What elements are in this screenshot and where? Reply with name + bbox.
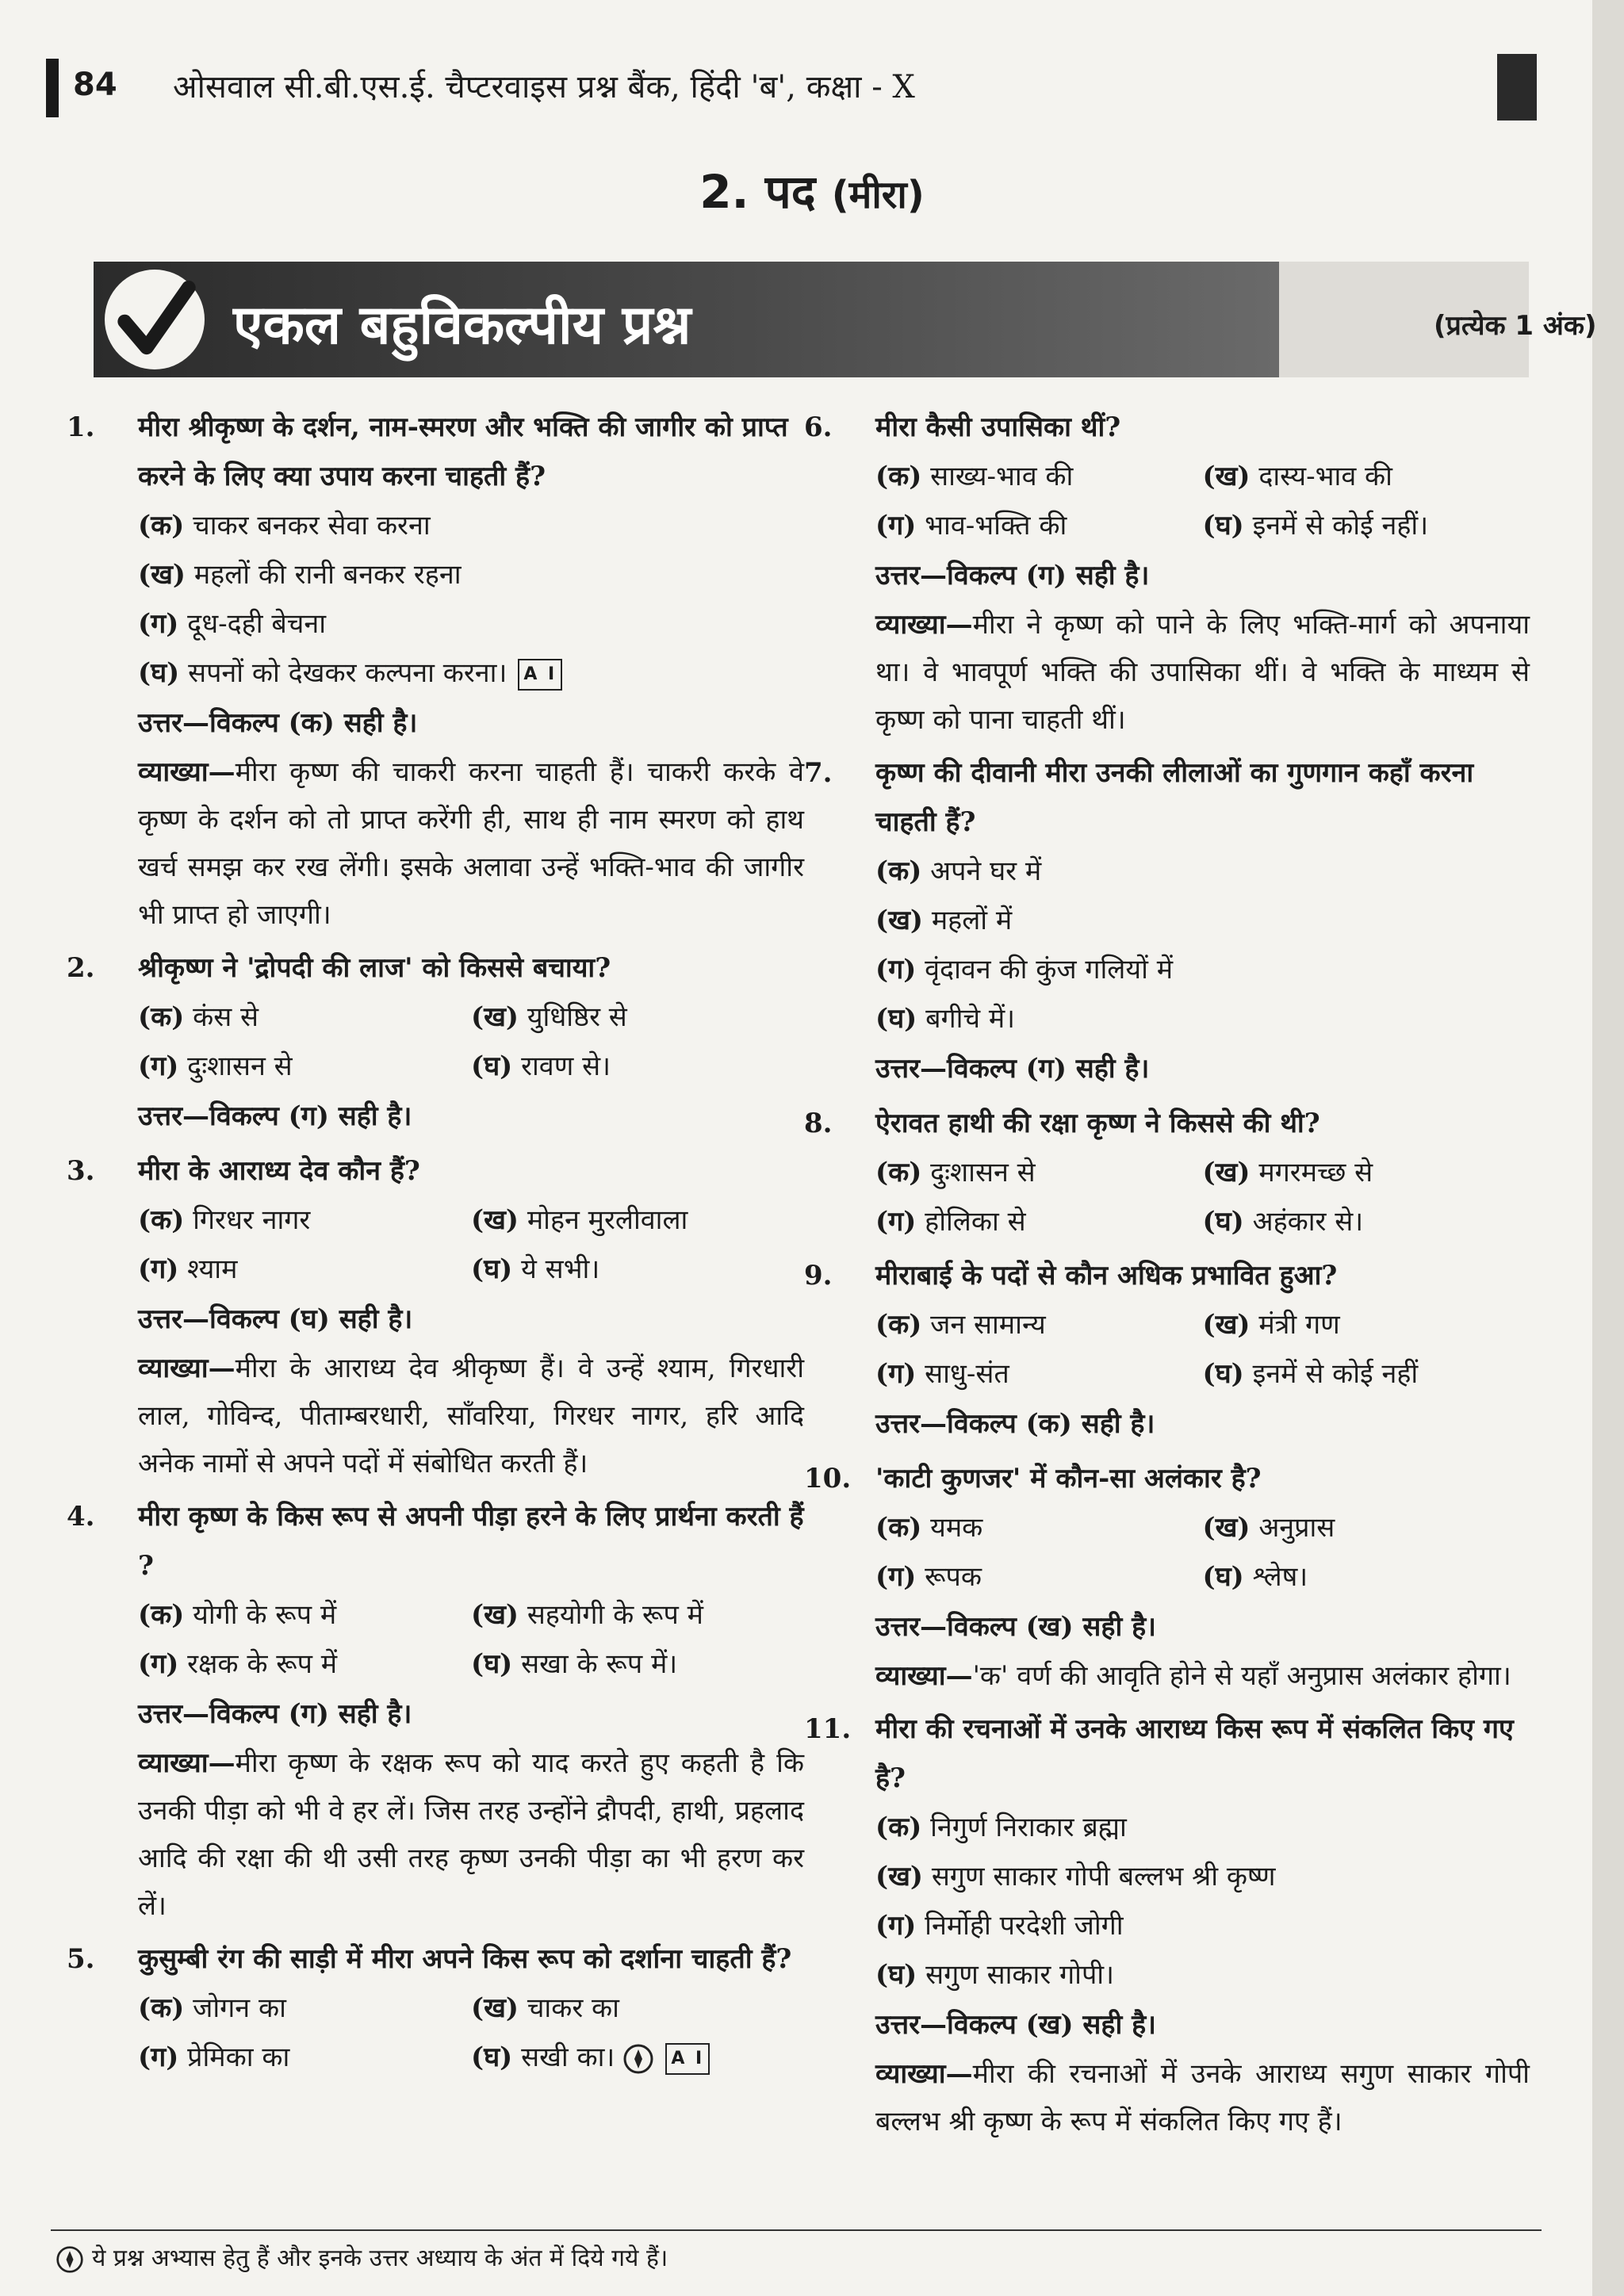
explanation	[138, 1345, 804, 1487]
option-item	[875, 1852, 1530, 1901]
option-item	[471, 1590, 804, 1640]
option-label: (ख)	[1202, 1512, 1251, 1544]
explanation-label: व्याख्या—	[875, 2058, 973, 2090]
chapter-name: 2. पद	[699, 165, 816, 219]
option-label: (ख)	[1202, 1309, 1251, 1341]
option-item	[138, 2033, 471, 2082]
option-label: (क)	[875, 1309, 922, 1341]
option-label: (क)	[875, 1812, 922, 1843]
option-label: (घ)	[1202, 1561, 1244, 1593]
option-label: (घ)	[471, 1050, 513, 1082]
option-text: चाकर का	[527, 1992, 619, 2024]
option-text: दुःशासन से	[930, 1157, 1036, 1188]
answer-text: उत्तर—विकल्प (ग) सही है।	[875, 560, 1150, 591]
option-item	[138, 501, 804, 550]
option-text: अनुप्रास	[1258, 1512, 1335, 1544]
options-list	[875, 1148, 1530, 1246]
book-title: ओसवाल सी.बी.एस.ई. चैप्टरवाइस प्रश्न बैंक, हिंदी 'ब', कक्षा - X	[173, 69, 915, 105]
option-text: इनमें से कोई नहीं।	[1252, 510, 1429, 541]
option-text: श्याम	[187, 1253, 238, 1285]
options-list	[875, 1300, 1530, 1399]
option-item	[138, 550, 804, 599]
answer-text: उत्तर—विकल्प (ग) सही है।	[138, 1100, 412, 1132]
option-text: मोहन मुरलीवाला	[527, 1204, 688, 1236]
answer-text: उत्तर—विकल्प (ग) सही है।	[138, 1698, 412, 1730]
option-item	[875, 847, 1530, 896]
section-marks: (प्रत्येक 1 अंक)	[1434, 310, 1597, 342]
question-text: मीरा कृष्ण के किस रूप से अपनी पीड़ा हरने के लिए प्रार्थना करती हैं ?	[138, 1501, 804, 1582]
question-item	[67, 1146, 804, 1487]
option-label: (क)	[138, 1001, 185, 1033]
question-text: 'काटी कुणजर' में कौन-सा अलंकार है?	[875, 1463, 1262, 1494]
option-label: (घ)	[875, 1003, 917, 1035]
option-label: (ग)	[138, 1253, 179, 1285]
option-item	[471, 1245, 804, 1294]
header-bar	[46, 59, 59, 117]
explanation-text: मीरा कृष्ण के रक्षक रूप को याद करते हुए कहती है कि उनकी पीड़ा को भी वे हर लें। जिस तरह उन्होंने द्रौपदी, हाथी, प्रहलाद आदि की रक्षा की थी उसी तरह कृष्ण उनकी पीड़ा का भी हरण कर लें।	[138, 1747, 805, 1922]
chapter-title	[0, 159, 1624, 221]
option-item	[875, 452, 1203, 501]
option-item	[471, 993, 804, 1042]
option-label: (क)	[138, 1204, 185, 1236]
option-item	[471, 1984, 804, 2033]
option-text: इनमें से कोई नहीं	[1252, 1358, 1419, 1390]
option-item	[138, 993, 471, 1042]
option-item	[1203, 1300, 1530, 1349]
option-label: (ग)	[138, 1648, 179, 1680]
option-text: बगीचे में।	[925, 1003, 1016, 1035]
option-label: (क)	[875, 1512, 922, 1544]
option-text: श्लेष।	[1252, 1561, 1308, 1593]
option-text: सखी का।	[521, 2042, 615, 2073]
question-text: कुसुम्बी रंग की साड़ी में मीरा अपने किस रूप को दर्शाना चाहती हैं?	[138, 1943, 792, 1975]
question-text: मीरा की रचनाओं में उनके आराध्य किस रूप में संकलित किए गए है?	[875, 1713, 1514, 1794]
options-list	[875, 1503, 1530, 1601]
option-item	[1203, 501, 1530, 550]
option-text: प्रेमिका का	[187, 2042, 290, 2073]
option-item	[875, 896, 1530, 945]
question-number: 11.	[804, 1713, 852, 1745]
option-item	[471, 1196, 804, 1245]
option-item	[875, 994, 1530, 1043]
option-label: (घ)	[1202, 1358, 1244, 1390]
explanation-text: मीरा की रचनाओं में उनके आराध्य सगुण साकार गोपी बल्लभ श्री कृष्ण के रूप में संकलित किए गए हैं।	[875, 2058, 1530, 2137]
option-item	[1203, 1552, 1530, 1601]
checkmark-icon	[105, 270, 205, 369]
option-text: कंस से	[193, 1001, 259, 1033]
explanation-text: मीरा कृष्ण की चाकरी करना चाहती हैं। चाकरी करके वे कृष्ण के दर्शन को तो प्राप्त करेंगी ही, साथ ही नाम स्मरण को हाथ खर्च समझ कर रख लेंगी। इसके अलावा उन्हें भक्ति-भाव की जागीर भी प्राप्त हो जाएगी।	[138, 756, 804, 931]
ai-badge: A I	[518, 659, 562, 691]
question-number: 4.	[67, 1501, 95, 1533]
options-list	[875, 452, 1530, 550]
option-label: (ख)	[1202, 461, 1251, 492]
option-item	[875, 1503, 1203, 1552]
question-item	[67, 403, 804, 939]
option-label: (ग)	[138, 608, 179, 640]
option-label: (ख)	[875, 905, 923, 936]
explanation	[138, 748, 804, 939]
answer-text: उत्तर—विकल्प (क) सही है।	[875, 1408, 1155, 1440]
option-label: (घ)	[471, 2042, 513, 2073]
left-column	[67, 403, 804, 2087]
option-item	[875, 1950, 1530, 1999]
option-item	[1203, 452, 1530, 501]
option-item	[138, 1590, 471, 1640]
options-list	[138, 501, 804, 698]
question-item	[804, 748, 1530, 1094]
option-text: दुःशासन से	[187, 1050, 293, 1082]
option-label: (घ)	[875, 1959, 917, 1991]
option-label: (क)	[875, 855, 922, 887]
option-label: (ख)	[471, 1001, 519, 1033]
option-text: गिरधर नागर	[193, 1204, 311, 1236]
option-label: (ग)	[138, 2042, 179, 2073]
option-item	[875, 1803, 1530, 1852]
question-item	[804, 1454, 1530, 1700]
option-text: निगुर्ण निराकार ब्रह्मा	[930, 1812, 1127, 1843]
answer-text: उत्तर—विकल्प (क) सही है।	[138, 707, 418, 739]
right-column	[804, 403, 1530, 2150]
explanation-text: मीरा ने कृष्ण को पाने के लिए भक्ति-मार्ग को अपनाया था। वे भावपूर्ण भक्ति की उपासिका थीं। वे भक्ति के माध्यम से कृष्ण को पाना चाहती थीं।	[875, 609, 1530, 736]
question-item	[804, 1251, 1530, 1449]
question-item	[67, 1934, 804, 2082]
question-text: मीरा के आराध्य देव कौन हैं?	[138, 1155, 420, 1187]
option-item	[138, 1042, 471, 1091]
options-list	[138, 993, 804, 1091]
option-item	[875, 1349, 1203, 1399]
answer-text: उत्तर—विकल्प (ख) सही है।	[875, 2009, 1157, 2041]
option-item	[471, 2033, 804, 2082]
option-label: (ग)	[875, 1358, 917, 1390]
header-tab-block	[1497, 54, 1537, 121]
option-text: महलों की रानी बनकर रहना	[193, 559, 462, 591]
question-text: मीरा कैसी उपासिका थीं?	[875, 411, 1121, 443]
explanation-label: व्याख्या—	[875, 1660, 973, 1692]
option-text: दूध-दही बेचना	[187, 608, 326, 640]
footnote	[56, 2241, 668, 2274]
question-number: 8.	[804, 1108, 833, 1139]
option-label: (क)	[138, 510, 185, 541]
option-label: (ख)	[138, 559, 186, 591]
option-text: जन सामान्य	[930, 1309, 1046, 1341]
explanation	[875, 2050, 1530, 2145]
option-item	[1203, 1197, 1530, 1246]
answer-text: उत्तर—विकल्प (ख) सही है।	[875, 1611, 1157, 1643]
question-item	[804, 403, 1530, 744]
option-text: रूपक	[925, 1561, 982, 1593]
option-text: यमक	[930, 1512, 983, 1544]
option-label: (घ)	[138, 657, 180, 689]
question-number: 3.	[67, 1155, 95, 1187]
explanation	[138, 1739, 804, 1930]
question-text: मीराबाई के पदों से कौन अधिक प्रभावित हुआ?	[875, 1260, 1338, 1292]
option-label: (ख)	[471, 1204, 519, 1236]
option-item	[875, 1901, 1530, 1950]
options-list	[138, 1196, 804, 1294]
chapter-subtitle: (मीरा)	[831, 173, 925, 217]
option-label: (घ)	[471, 1648, 513, 1680]
option-label: (ग)	[875, 954, 917, 985]
option-text: सगुण साकार गोपी बल्लभ श्री कृष्ण	[931, 1861, 1276, 1892]
option-label: (घ)	[1202, 510, 1244, 541]
option-label: (ग)	[875, 1910, 917, 1942]
option-text: निर्मोही परदेशी जोगी	[925, 1910, 1124, 1942]
option-text: सहयोगी के रूप में	[527, 1599, 703, 1631]
option-label: (घ)	[1202, 1206, 1244, 1238]
option-item	[138, 1196, 471, 1245]
option-text: होलिका से	[925, 1206, 1026, 1238]
option-item	[875, 501, 1203, 550]
option-item	[875, 1552, 1203, 1601]
option-label: (क)	[875, 461, 922, 492]
option-label: (क)	[875, 1157, 922, 1188]
option-item	[138, 1640, 471, 1689]
option-item	[138, 1984, 471, 2033]
option-text: वृंदावन की कुंज गलियों में	[925, 954, 1174, 985]
options-list	[138, 1590, 804, 1689]
options-list	[138, 1984, 804, 2082]
option-label: (ख)	[1202, 1157, 1251, 1188]
option-label: (ख)	[875, 1861, 923, 1892]
footnote-text: ये प्रश्न अभ्यास हेतु हैं और इनके उत्तर अध्याय के अंत में दिये गये हैं।	[92, 2244, 668, 2272]
running-header	[46, 52, 1537, 125]
explanation	[875, 601, 1530, 744]
question-number: 7.	[804, 757, 833, 789]
question-number: 1.	[67, 411, 95, 443]
option-text: चाकर बनकर सेवा करना	[193, 510, 431, 541]
page-edge	[1592, 0, 1624, 2296]
question-text: मीरा श्रीकृष्ण के दर्शन, नाम-स्मरण और भक्ति की जागीर को प्राप्त करने के लिए क्या उपाय करना चाहती हैं?	[138, 411, 788, 492]
option-item	[1203, 1349, 1530, 1399]
option-label: (घ)	[471, 1253, 513, 1285]
option-item	[138, 599, 804, 649]
option-text: भाव-भक्ति की	[925, 510, 1067, 541]
option-item	[138, 649, 804, 698]
option-label: (क)	[138, 1992, 185, 2024]
option-text: सगुण साकार गोपी।	[925, 1959, 1114, 1991]
question-number: 10.	[804, 1463, 852, 1494]
option-text: अहंकार से।	[1252, 1206, 1364, 1238]
option-text: रावण से।	[521, 1050, 611, 1082]
question-item	[804, 1099, 1530, 1246]
section-banner	[94, 262, 1597, 377]
option-label: (ग)	[138, 1050, 179, 1082]
question-number: 6.	[804, 411, 833, 443]
explanation-label: व्याख्या—	[875, 609, 973, 641]
compass-icon	[56, 2245, 84, 2274]
question-text: श्रीकृष्ण ने 'द्रोपदी की लाज' को किससे बचाया?	[138, 952, 611, 984]
option-text: जोगन का	[193, 1992, 286, 2024]
options-list	[875, 1803, 1530, 1999]
option-label: (ख)	[471, 1599, 519, 1631]
option-item	[875, 1148, 1203, 1197]
option-text: दास्य-भाव की	[1258, 461, 1392, 492]
option-item	[471, 1042, 804, 1091]
explanation	[875, 1652, 1530, 1700]
option-item	[1203, 1148, 1530, 1197]
explanation-text: मीरा के आराध्य देव श्रीकृष्ण हैं। वे उन्हें श्याम, गिरधारी लाल, गोविन्द, पीताम्बरधारी, साँवरिया, गिरधर नागर, हरि आदि अनेक नामों से अपने पदों में संबोधित करती हैं।	[138, 1353, 804, 1479]
option-text: अपने घर में	[930, 855, 1042, 887]
explanation-label: व्याख्या—	[138, 1747, 236, 1779]
question-text: कृष्ण की दीवानी मीरा उनकी लीलाओं का गुणगान कहाँ करना चाहती हैं?	[875, 757, 1474, 838]
option-text: योगी के रूप में	[193, 1599, 337, 1631]
option-text: सपनों को देखकर कल्पना करना।	[188, 657, 508, 689]
compass-icon	[622, 2043, 654, 2075]
option-text: मगरमच्छ से	[1258, 1157, 1373, 1188]
question-number: 2.	[67, 952, 95, 984]
option-item	[875, 1197, 1203, 1246]
question-number: 5.	[67, 1943, 95, 1975]
options-list	[875, 847, 1530, 1043]
option-label: (ग)	[875, 1561, 917, 1593]
page-number: 84	[73, 67, 117, 103]
option-text: साख्य-भाव की	[930, 461, 1074, 492]
option-label: (क)	[138, 1599, 185, 1631]
explanation-label: व्याख्या—	[138, 756, 236, 788]
option-label: (ग)	[875, 1206, 917, 1238]
option-item	[138, 1245, 471, 1294]
option-text: महलों में	[931, 905, 1013, 936]
ai-badge: A I	[665, 2043, 710, 2075]
question-number: 9.	[804, 1260, 833, 1292]
section-title: एकल बहुविकल्पीय प्रश्न	[233, 294, 691, 357]
option-text: सखा के रूप में।	[521, 1648, 678, 1680]
option-text: मंत्री गण	[1258, 1309, 1340, 1341]
option-label: (ग)	[875, 510, 917, 541]
explanation-label: व्याख्या—	[138, 1353, 236, 1384]
option-item	[875, 945, 1530, 994]
question-text: ऐरावत हाथी की रक्षा कृष्ण ने किससे की थी?	[875, 1108, 1320, 1139]
answer-text: उत्तर—विकल्प (घ) सही है।	[138, 1303, 413, 1335]
option-item	[1203, 1503, 1530, 1552]
answer-text: उत्तर—विकल्प (ग) सही है।	[875, 1053, 1150, 1085]
explanation-text: 'क' वर्ण की आवृति होने से यहाँ अनुप्रास अलंकार होगा।	[972, 1660, 1511, 1692]
question-item	[804, 1705, 1530, 2145]
option-text: रक्षक के रूप में	[187, 1648, 338, 1680]
footer-rule	[51, 2229, 1542, 2231]
option-text: युधिष्ठिर से	[527, 1001, 627, 1033]
option-text: साधु-संत	[925, 1358, 1009, 1390]
option-label: (ख)	[471, 1992, 519, 2024]
question-item	[67, 943, 804, 1142]
option-item	[875, 1300, 1203, 1349]
option-item	[471, 1640, 804, 1689]
question-item	[67, 1492, 804, 1930]
option-text: ये सभी।	[521, 1253, 600, 1285]
